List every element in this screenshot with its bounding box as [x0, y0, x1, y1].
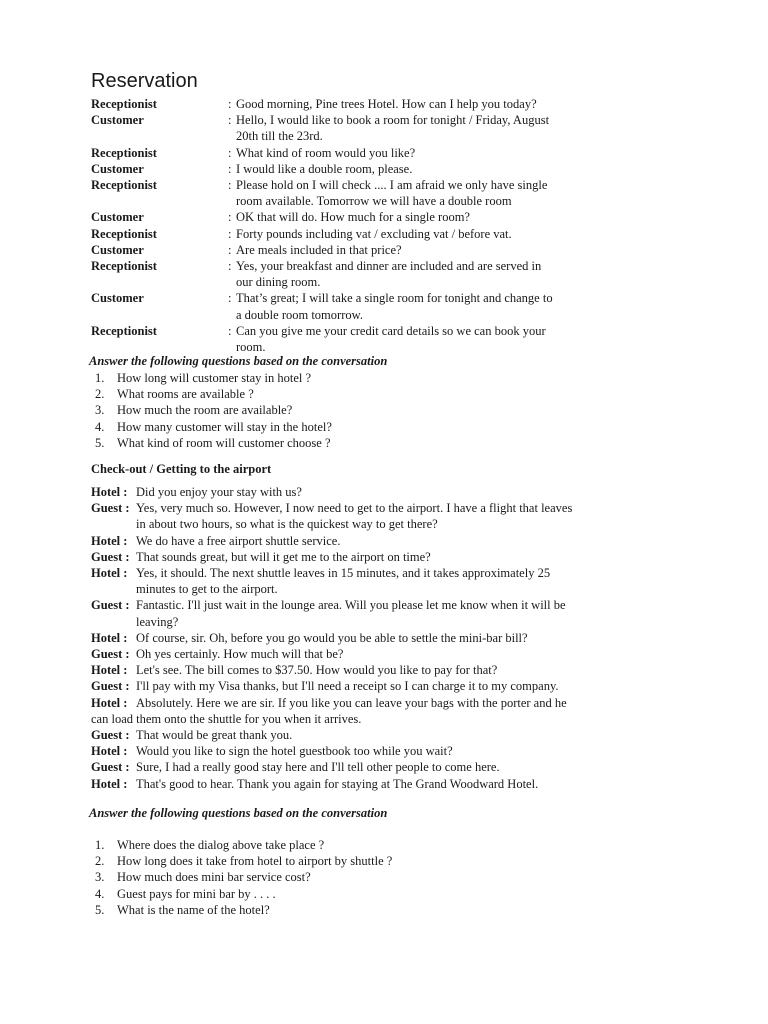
dialogue-text: What kind of room would you like? [236, 145, 416, 160]
question-item [95, 837, 392, 853]
dialogue-text: Yes, very much so. However, I now need to get to the airport. I have a flight that leaves in about two hours, so what is the quickest way to get there? [136, 501, 573, 532]
questions-heading-1: Answer the following questions based on the conversation [89, 354, 388, 368]
question-text: How long will customer stay in hotel ? [117, 371, 312, 385]
speaker-name: Hotel [91, 533, 121, 548]
colon-separator: : [228, 242, 232, 257]
dialogue-line-main [91, 646, 681, 662]
dialogue-line [91, 258, 651, 290]
dialogue-line [91, 597, 681, 629]
dialogue-line [91, 177, 651, 209]
question-text: Where does the dialog above take place ? [117, 838, 325, 852]
colon-separator: : [228, 210, 232, 225]
colon-separator: : [123, 485, 128, 499]
dialogue-line-main [91, 695, 681, 711]
dialogue-text: Did you enjoy your stay with us? [136, 485, 302, 499]
question-text: What rooms are available ? [117, 387, 254, 402]
dialogue-line [91, 630, 681, 646]
speaker-label: Receptionist [91, 323, 157, 338]
speaker-label: Customer [91, 113, 144, 128]
dialogue-text: Of course, sir. Oh, before you go would you be able to settle the mini-bar bill? [136, 630, 528, 645]
question-item [95, 402, 332, 418]
speaker-label: Receptionist [91, 178, 157, 193]
speaker-label: Customer [91, 242, 144, 257]
speaker-label [91, 759, 136, 775]
dialogue-line-main [91, 776, 681, 792]
question-text: How long does it take from hotel to airport by shuttle ? [117, 854, 393, 869]
speaker-name: Hotel [91, 630, 121, 645]
colon-separator: : [123, 566, 128, 581]
dialogue-line-main [91, 662, 681, 678]
speaker-label: Receptionist [91, 226, 157, 241]
dialogue-line [91, 646, 681, 662]
dialogue-line-main [91, 549, 681, 565]
question-number: 2. [95, 387, 105, 402]
colon-separator: : [228, 323, 232, 338]
speaker-name: Guest [91, 549, 123, 564]
speaker-label: Customer [91, 161, 144, 176]
question-text: What is the name of the hotel? [117, 902, 270, 917]
colon-separator: : [125, 679, 130, 694]
questions-list-2 [95, 837, 392, 918]
speaker-label [91, 646, 136, 662]
speaker-label [91, 695, 136, 711]
dialogue-text: Yes, it should. The next shuttle leaves in 15 minutes, and it takes approximately 25 minutes to get to the airport. [136, 566, 551, 597]
colon-separator: : [123, 744, 128, 759]
dialogue-line [91, 161, 651, 177]
speaker-label [91, 630, 136, 646]
question-item [95, 869, 392, 885]
dialogue-text: Absolutely. Here we are sir. If you like you can leave your bags with the porter and he [136, 695, 567, 710]
dialogue-text: I'll pay with my Visa thanks, but I'll need a receipt so I can charge it to my company. [136, 679, 559, 694]
dialogue-line [91, 323, 651, 355]
dialogue-line-main [91, 500, 681, 532]
dialogue-line [91, 695, 681, 727]
question-item [95, 886, 392, 902]
speaker-label: Receptionist [91, 145, 157, 160]
speaker-label: Customer [91, 210, 144, 225]
dialogue-text: Are meals included in that price? [236, 242, 402, 257]
dialogue-line-main [91, 565, 681, 597]
dialogue-line [91, 549, 681, 565]
dialogue-text: OK that will do. How much for a single room? [236, 210, 470, 225]
dialogue-text: Let's see. The bill comes to $37.50. How would you like to pay for that? [136, 663, 498, 678]
dialogue-text: Fantastic. I'll just wait in the lounge area. Will you please let me know when it will be leaving? [136, 598, 566, 629]
dialogue-line-main [91, 630, 681, 646]
speaker-label [91, 727, 136, 743]
colon-separator: : [123, 630, 128, 645]
dialogue-line [91, 727, 681, 743]
colon-separator: : [228, 161, 232, 176]
speaker-label: Receptionist [91, 259, 157, 274]
colon-separator: : [123, 533, 128, 548]
dialogue-line [91, 776, 681, 792]
colon-separator: : [125, 598, 130, 613]
dialogue-text: I would like a double room, please. [236, 161, 413, 176]
question-text: How many customer will stay in the hotel? [117, 419, 332, 434]
speaker-name: Guest [91, 728, 123, 743]
dialogue-line-main [91, 678, 681, 694]
dialogue-line-main [91, 533, 681, 549]
question-item [95, 902, 392, 918]
speaker-label [91, 500, 136, 532]
speaker-label [91, 662, 136, 678]
dialogue-line [91, 662, 681, 678]
colon-separator: : [228, 259, 232, 274]
speaker-label [91, 678, 136, 694]
colon-separator: : [228, 113, 232, 128]
dialogue-line [91, 145, 651, 161]
dialogue-text: Would you like to sign the hotel guestbook too while you wait? [136, 744, 453, 759]
dialogue-text: That would be great thank you. [136, 728, 293, 743]
dialogue-text: Yes, your breakfast and dinner are included and are served in our dining room. [236, 259, 542, 290]
dialogue-line [91, 226, 651, 242]
dialogue-line [91, 209, 651, 225]
colon-separator: : [123, 663, 128, 678]
question-number: 5. [95, 435, 105, 450]
question-item [95, 419, 332, 435]
speaker-name: Hotel [91, 566, 121, 581]
speaker-label [91, 565, 136, 597]
dialogue-text: Oh yes certainly. How much will that be? [136, 647, 344, 662]
colon-separator: : [125, 501, 130, 516]
question-text: Guest pays for mini bar by . . . . [117, 886, 276, 901]
colon-separator: : [228, 226, 232, 241]
colon-separator: : [125, 728, 130, 743]
dialogue-line-main [91, 759, 681, 775]
speaker-name: Hotel [91, 695, 121, 710]
dialogue-text: Hello, I would like to book a room for tonight / Friday, August 20th till the 23rd. [236, 113, 550, 144]
page-title: Reservation [91, 70, 198, 92]
dialogue-text: Forty pounds including vat / excluding vat / before vat. [236, 226, 512, 241]
question-item [95, 853, 392, 869]
speaker-name: Hotel [91, 776, 121, 791]
dialogue-text: Please hold on I will check .... I am afraid we only have single room available. Tomorrow we will have a double room [236, 178, 548, 209]
question-text: What kind of room will customer choose ? [117, 435, 331, 450]
speaker-label [91, 484, 136, 500]
speaker-label [91, 533, 136, 549]
speaker-label: Customer [91, 291, 144, 306]
colon-separator: : [125, 760, 130, 775]
dialogue-line-main [91, 484, 681, 500]
dialogue-line [91, 565, 681, 597]
question-number: 1. [95, 838, 105, 852]
dialogue-text: Good morning, Pine trees Hotel. How can I help you today? [236, 97, 537, 111]
dialogue-continuation: can load them onto the shuttle for you when it arrives. [91, 711, 362, 726]
speaker-name: Hotel [91, 744, 121, 759]
dialogue-text: We do have a free airport shuttle service. [136, 533, 341, 548]
dialogue-line-main [91, 597, 681, 629]
dialogue-text: That's good to hear. Thank you again for staying at The Grand Woodward Hotel. [136, 776, 539, 791]
colon-separator: : [228, 145, 232, 160]
speaker-name: Hotel [91, 663, 121, 678]
question-text: How much the room are available? [117, 403, 293, 418]
checkout-dialogue [91, 484, 681, 792]
colon-separator: : [123, 695, 128, 710]
dialogue-line [91, 242, 651, 258]
reservation-dialogue [91, 96, 651, 355]
question-number: 3. [95, 403, 105, 418]
speaker-name: Guest [91, 760, 123, 775]
dialogue-line [91, 500, 681, 532]
colon-separator: : [228, 178, 232, 193]
question-item [95, 386, 332, 402]
colon-separator: : [228, 97, 232, 111]
speaker-name: Guest [91, 598, 123, 613]
dialogue-line [91, 759, 681, 775]
question-number: 1. [95, 371, 105, 385]
dialogue-text: Can you give me your credit card details so we can book your room. [236, 323, 546, 355]
dialogue-line [91, 484, 681, 500]
question-number: 5. [95, 902, 105, 917]
questions-list-1 [95, 370, 332, 451]
dialogue-text: That’s great; I will take a single room for tonight and change to a double room tomorrow. [236, 291, 553, 322]
speaker-label [91, 549, 136, 565]
colon-separator: : [228, 291, 232, 306]
dialogue-line-main [91, 727, 681, 743]
colon-separator: : [125, 549, 130, 564]
section-title-checkout: Check-out / Getting to the airport [91, 462, 272, 476]
question-number: 3. [95, 870, 105, 885]
dialogue-text: That sounds great, but will it get me to the airport on time? [136, 549, 431, 564]
questions-heading-2: Answer the following questions based on the conversation [89, 806, 388, 820]
dialogue-line [91, 743, 681, 759]
question-item [95, 370, 332, 386]
speaker-name: Guest [91, 679, 123, 694]
dialogue-line [91, 290, 651, 322]
question-number: 4. [95, 419, 105, 434]
dialogue-line-main [91, 743, 681, 759]
speaker-label [91, 743, 136, 759]
speaker-label [91, 597, 136, 629]
dialogue-text: Sure, I had a really good stay here and I'll tell other people to come here. [136, 760, 500, 775]
question-number: 2. [95, 854, 105, 869]
dialogue-line [91, 96, 651, 112]
dialogue-line [91, 678, 681, 694]
speaker-label: Receptionist [91, 97, 157, 111]
question-item [95, 435, 332, 451]
question-number: 4. [95, 886, 105, 901]
colon-separator: : [125, 647, 130, 662]
speaker-name: Guest [91, 647, 123, 662]
colon-separator: : [123, 776, 128, 791]
speaker-name: Hotel [91, 485, 121, 499]
speaker-name: Guest [91, 501, 123, 516]
dialogue-line [91, 112, 651, 144]
question-text: How much does mini bar service cost? [117, 870, 311, 885]
speaker-label [91, 776, 136, 792]
dialogue-line [91, 533, 681, 549]
